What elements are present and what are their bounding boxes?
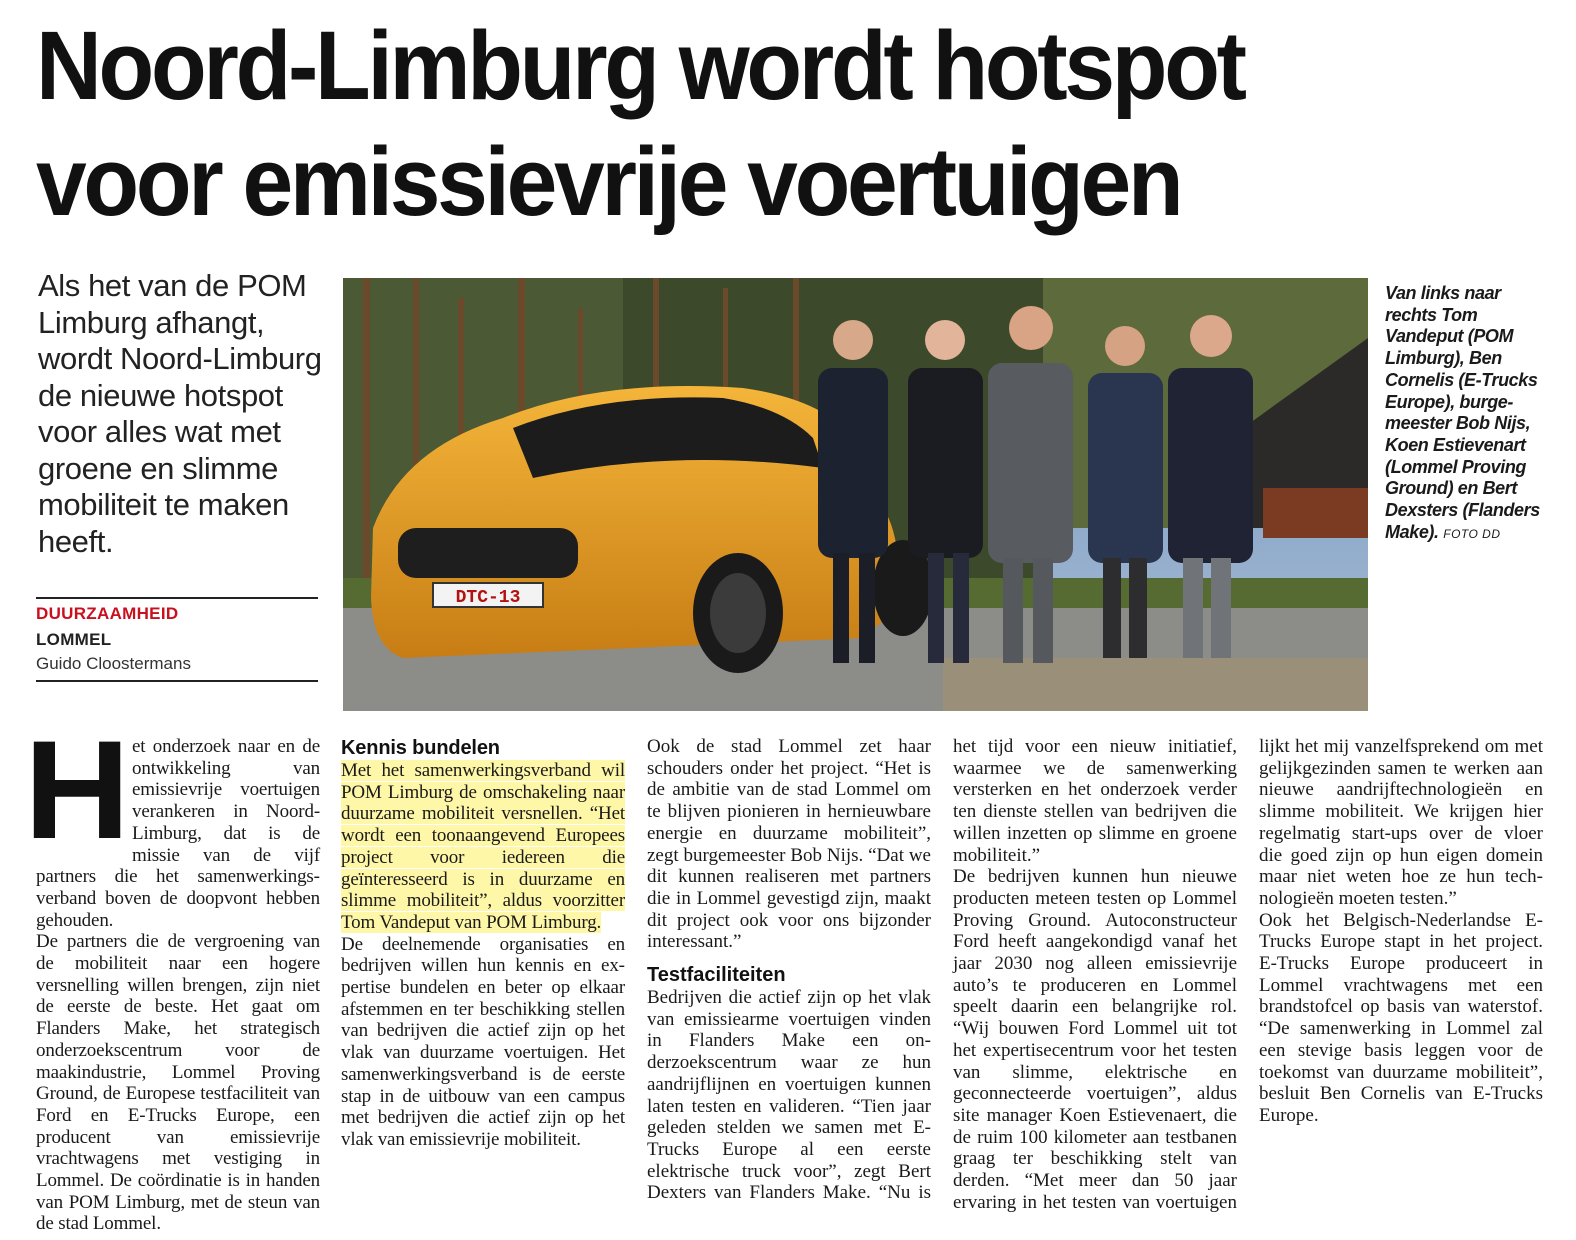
highlighted-paragraph xyxy=(341,760,625,934)
byline-top-rule xyxy=(36,597,318,599)
body-paragraph: Ook de stad Lommel zet haar schouders onder het project. “Het is de ambitie van de stad Lommel om te blijven pionieren in hernieuwbare energie en duurzame mobiliteit”, zegt burgemeester Bob Nijs. “Dat we dit kunnen realiseren met partners die in Lommel gevestigd zijn, maakt dit project ook voor ons bijzonder interessant.” xyxy=(647,736,931,953)
body-paragraph: De deelnemende organisaties en bedrijven willen hun kennis en expertise bundelen en beter op elkaar afstemmen en ter beschikking stellen van bedrijven die actief zijn op het vlak van duurzame voertuigen. Het samenwerkingsverband is de eerste stap in de uitbouw van een campus met bedrijven die actief zijn op het vlak van emissievrije mobiliteit. xyxy=(341,933,625,1150)
body-paragraph: Bedrijven die actief zijn op het vlak van emissiearme voertuigen vinden in Flanders Make een onderzoekscentrum waar ze hun aandrijflijnen en voertuigen kunnen laten testen en valideren. “Tien jaar geleden stelden we samen met E-Trucks Europe al een eerste elektrische truck voor”, zegt Bert Dexters van Flanders Make. “Nu is het tijd voor een nieuw initiatief, waarmee we de samenwerking versterken en het onderzoek verder ten dienste stellen van bedrijven die willen inzetten op slimme en groene mobiliteit.” xyxy=(647,736,1237,1204)
body-paragraph: et onderzoek naar en de ontwikkeling van emissievrije voertuigen verankeren in Noord-Limburg, dat is de missie van de vijf partners die het samenwerkingsverband boven de doopvont hebben gehouden. xyxy=(36,736,320,931)
drop-cap: H xyxy=(23,711,131,868)
body-paragraph: De partners die de vergroening van de mobiliteit naar een hogere versnelling willen brengen, zijn niet de eerste de beste. Het gaat om Flanders Make, het strategisch onderzoekscentrum voor de maakindustrie, Lommel Proving Ground, de Europese testfaciliteit van Ford en E-Trucks Europe, een producent van emissievrije vrachtwagens met vestiging in Lommel. De coördinatie is in handen van POM Limburg, met de steun van de stad Lommel. xyxy=(36,931,320,1235)
subheading-testfaciliteiten: Testfaciliteiten xyxy=(647,964,786,987)
article-photo xyxy=(343,278,1368,711)
photo-caption xyxy=(1385,283,1545,545)
headline-line-2: voor emissievrije voertuigen xyxy=(36,127,1181,236)
caption-text: Van links naar rechts Tom Vandeput (POM Limburg), Ben Cornelis (E-Trucks Europe), burgemeester Bob Nijs, Koen Estievenart (Lommel Proving Ground) en Bert Dexsters (Flanders Make). xyxy=(1385,283,1540,542)
highlight-text: Met het samenwerkingsverband wil POM Limburg de omschakeling naar duurzame mobiliteit versnellen. “Het wordt een toonaangevend Europees project voor iedereen die geïnteresseerd is in duurzame en slimme mobiliteit”, aldus voorzitter Tom Vandeput van POM Limburg. xyxy=(341,760,625,933)
body-columns-3-5 xyxy=(647,736,1543,1216)
dateline-location: LOMMEL xyxy=(36,630,112,649)
body-column-2 xyxy=(341,736,625,1151)
photo-illustration xyxy=(343,278,1368,711)
author-name: Guido Cloostermans xyxy=(36,654,191,673)
byline-bottom-rule xyxy=(36,680,318,682)
body-column-1 xyxy=(23,711,320,1235)
intro-text: Als het van de POM Limburg afhangt, wordt Noord-Limburg de nieuwe hotspot voor alles wat met groene en slimme mobiliteit te maken heeft. xyxy=(38,268,322,559)
headline-line-1: Noord-Limburg wordt hotspot xyxy=(36,11,1244,120)
body-paragraph: Ook het Belgisch-Nederlandse E-Trucks Europe stapt in het project. E-Trucks Europe produceert in Lommel vrachtwagens met een brandstofcel op basis van waterstof. “De samenwerking in Lommel zal een stevige basis leggen voor de toekomst van duurzame mobiliteit”, besluit Ben Cornelis van E-Trucks Europe. xyxy=(1259,909,1543,1126)
subheading-kennis-bundelen: Kennis bundelen xyxy=(341,737,500,759)
headline xyxy=(36,8,1455,240)
photo-credit: FOTO DD xyxy=(1443,526,1501,541)
license-plate-text: DTC-13 xyxy=(455,588,521,608)
body-paragraph: De bedrijven kunnen hun nieuwe producten meteen testen op Lommel Proving Ground. Autoconstructeur Ford heeft aangekondigd vanaf het jaar 2030 nog alleen emissievrije auto’s te produceren en Lommel speelt daarin een belangrijke rol. “Wij bouwen Ford Lommel uit tot het expertisecentrum voor het testen van slimme, elektrische en geconnecteerde voertuigen”, aldus site manager Koen Estievenaert, die de ruim 100 kilometer aan testbanen graag ter beschikking stelt van derden. “Met meer dan 50 jaar ervaring in het testen van voertuigen lijkt het mij vanzelfsprekend om met gelijkgezinden samen te werken aan nieuwe aandrijftechnologieën en slimme mobiliteit. We krijgen hier regelmatig start-ups over de vloer die goed zijn op hun eigen domein maar niet weten hoe ze hun technologieën moeten testen.” xyxy=(953,736,1543,1213)
section-kicker: DUURZAAMHEID xyxy=(36,604,179,623)
